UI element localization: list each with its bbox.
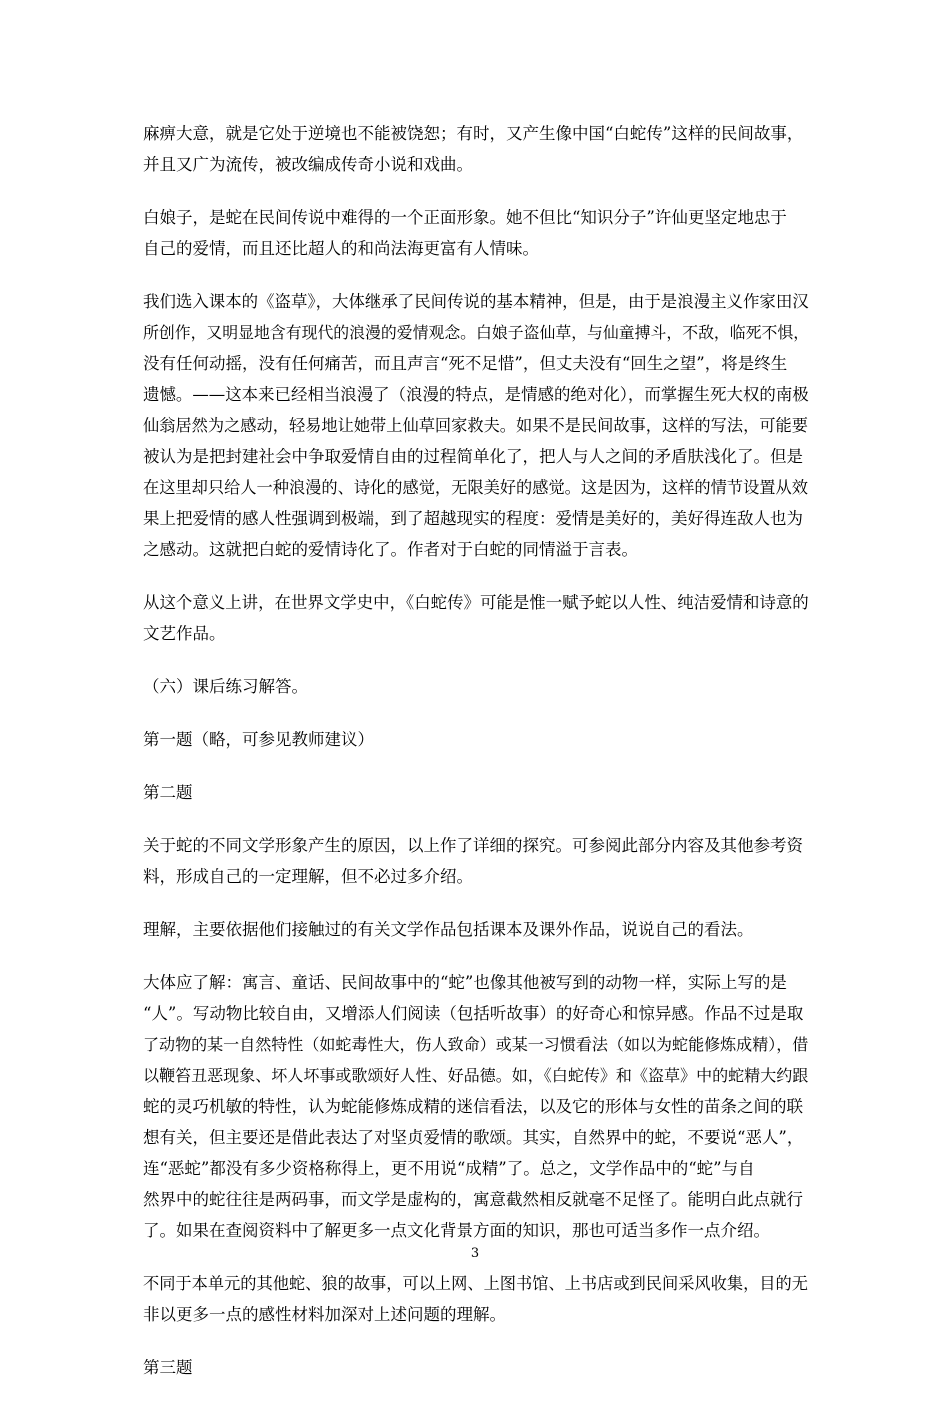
paragraph [143,118,809,180]
text-line: 不同于本单元的其他蛇、狼的故事，可以上网、上图书馆、上书店或到民间采风收集，目的无 [143,1274,808,1293]
text-line: 了动物的某一自然特性（如蛇毒性大，伤人致命）或某一习惯看法（如以为蛇能修炼成精），借 [143,1035,809,1054]
paragraph [143,777,809,808]
paragraph [143,202,809,264]
text-line: 遗憾。——这本来已经相当浪漫了（浪漫的特点，是情感的绝对化），而掌握生死大权的南极 [143,385,809,404]
paragraph [143,286,809,565]
text-line: 果上把爱情的感人性强调到极端，到了超越现实的程度：爱情是美好的，美好得连敌人也为 [143,509,803,528]
paragraph [143,1352,809,1383]
text-line: 文艺作品。 [143,624,226,643]
text-line: 了。如果在查阅资料中了解更多一点文化背景方面的知识，那也可适当多作一点介绍。 [143,1221,770,1240]
paragraph [143,671,809,702]
text-line: 然界中的蛇往往是两码事，而文学是虚构的，寓意截然相反就毫不足怪了。能明白此点就行 [143,1190,803,1209]
text-line: 大体应了解：寓言、童话、民间故事中的“蛇”也像其他被写到的动物一样，实际上写的是 [143,973,787,992]
text-line: 关于蛇的不同文学形象产生的原因，以上作了详细的探究。可参阅此部分内容及其他参考资 [143,836,803,855]
text-line: （六）课后练习解答。 [143,677,308,696]
text-line: 从这个意义上讲，在世界文学史中，《白蛇传》可能是惟一赋予蛇以人性、纯洁爱情和诗意的 [143,593,809,612]
text-line: 之感动。这就把白蛇的爱情诗化了。作者对于白蛇的同情溢于言表。 [143,540,638,559]
paragraph [143,914,809,945]
text-line: 所创作，又明显地含有现代的浪漫的爱情观念。白娘子盗仙草，与仙童搏斗，不敌，临死不惧， [143,323,810,342]
text-line: 仙翁居然为之感动，轻易地让她带上仙草回家救夫。如果不是民间故事，这样的写法，可能要 [143,416,808,435]
text-line: 非以更多一点的感性材料加深对上述问题的理解。 [143,1305,506,1324]
text-line: 第三题 [143,1358,193,1377]
paragraph [143,587,809,649]
text-line: 麻痹大意，就是它处于逆境也不能被饶恕；有时，又产生像中国“白蛇传”这样的民间故事， [143,124,804,143]
text-line: 白娘子，是蛇在民间传说中难得的一个正面形象。她不但比“知识分子”许仙更坚定地忠于 [143,208,787,227]
paragraph [143,724,809,755]
page-number: 3 [470,1246,480,1261]
text-line: 并且又广为流传，被改编成传奇小说和戏曲。 [143,155,473,174]
text-line: 料，形成自己的一定理解，但不必过多介绍。 [143,867,473,886]
text-line: 第一题（略，可参见教师建议） [143,730,374,749]
document-body [143,118,809,1405]
text-line: 自己的爱情，而且还比超人的和尚法海更富有人情味。 [143,239,539,258]
text-line: 没有任何动摇，没有任何痛苦，而且声言“死不足惜”，但丈夫没有“回生之望”，将是终生 [143,354,788,373]
text-line: 在这里却只给人一种浪漫的、诗化的感觉，无限美好的感觉。这是因为，这样的情节设置从效 [143,478,808,497]
text-line: 以鞭笞丑恶现象、坏人坏事或歌颂好人性、好品德。如，《白蛇传》和《盗草》中的蛇精大约跟 [143,1066,809,1085]
text-line: 我们选入课本的《盗草》，大体继承了民间传说的基本精神，但是，由于是浪漫主义作家田汉 [143,292,809,311]
text-line: 第二题 [143,783,193,802]
text-line: 理解，主要依据他们接触过的有关文学作品包括课本及课外作品，说说自己的看法。 [143,920,754,939]
paragraph [143,967,809,1246]
text-line: 蛇的灵巧机敏的特性，认为蛇能修炼成精的迷信看法，以及它的形体与女性的苗条之间的联 [143,1097,803,1116]
paragraph [143,1268,809,1330]
text-line: 连“恶蛇”都没有多少资格称得上，更不用说“成精”了。总之，文学作品中的“蛇”与自 [143,1159,755,1178]
text-line: 被认为是把封建社会中争取爱情自由的过程简单化了，把人与人之间的矛盾肤浅化了。但是 [143,447,803,466]
paragraph [143,830,809,892]
text-line: 想有关，但主要还是借此表达了对坚贞爱情的歌颂。其实，自然界中的蛇，不要说“恶人”， [143,1128,804,1147]
text-line: “人”。写动物比较自由，又增添人们阅读（包括听故事）的好奇心和惊异感。作品不过是取 [143,1004,804,1023]
